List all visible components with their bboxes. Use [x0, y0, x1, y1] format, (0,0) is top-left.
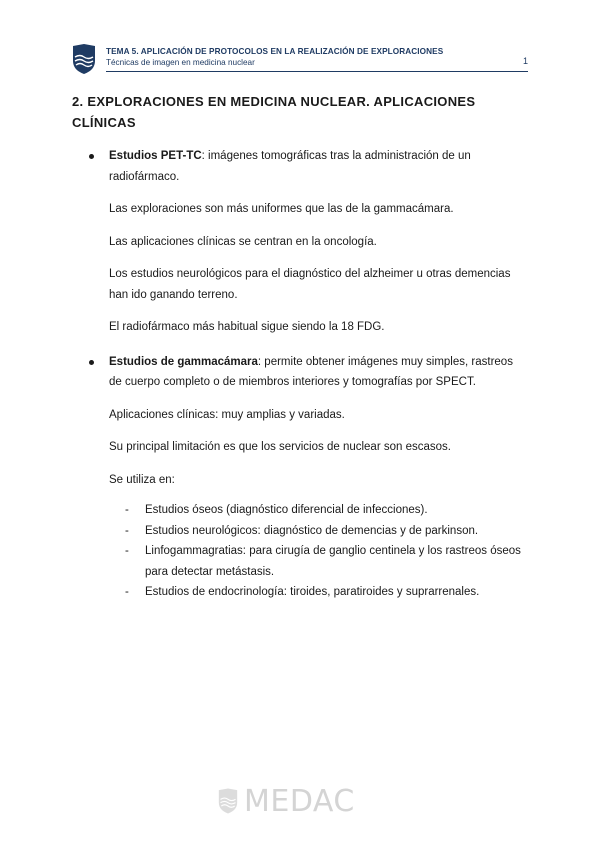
paragraph: El radiofármaco más habitual sigue siendo la 18 FDG.	[109, 321, 385, 333]
document-body	[72, 146, 522, 603]
medac-shield-logo	[72, 44, 96, 74]
page-number: 1	[522, 56, 528, 66]
paragraph: Los estudios neurológicos para el diagnóstico del alzheimer u otras demencias han ido ganando terreno.	[109, 268, 511, 301]
paragraph: Su principal limitación es que los servicios de nuclear son escasos.	[109, 441, 451, 453]
medac-watermark-shield-icon	[218, 787, 238, 815]
footer-watermark	[218, 786, 378, 820]
list-item	[72, 582, 522, 603]
bullet-term: Estudios PET-TC	[109, 150, 202, 162]
dash-marker: -	[125, 524, 129, 537]
list-item-text: Estudios de endocrinología: tiroides, paratiroides y suprarrenales.	[145, 586, 480, 598]
list-item-text: Estudios neurológicos: diagnóstico de demencias y de parkinson.	[145, 524, 479, 537]
dash-marker: -	[125, 545, 129, 557]
list-item	[72, 521, 522, 542]
list-item	[72, 541, 522, 582]
header-divider	[106, 71, 528, 72]
bullet-term: Estudios de gammacámara	[109, 355, 258, 368]
list-item-text: Estudios óseos (diagnóstico diferencial de infecciones).	[145, 504, 428, 516]
footer-brand: MEDAC	[244, 784, 355, 819]
sub-list	[72, 500, 522, 603]
bullet-definition: : imágenes tomográficas tras la administración de un radiofármaco.	[109, 150, 471, 183]
paragraph: Las exploraciones son más uniformes que las de la gammacámara.	[109, 203, 454, 215]
section-title: 2. EXPLORACIONES EN MEDICINA NUCLEAR. APLICACIONES CLÍNICAS	[72, 94, 476, 130]
paragraph: Las aplicaciones clínicas se centran en la oncología.	[109, 235, 377, 248]
dash-marker: -	[125, 504, 129, 516]
paragraph: Aplicaciones clínicas: muy amplias y variadas.	[109, 408, 345, 421]
bullet-definition: : permite obtener imágenes muy simples, rastreos de cuerpo completo o de miembros interiores y tomografías por SPECT.	[109, 355, 513, 388]
paragraph: Se utiliza en:	[109, 473, 175, 486]
list-item	[72, 500, 522, 521]
list-item-text: Linfogammagratias: para cirugía de ganglio centinela y los rastreos óseos para detectar metástasis.	[145, 545, 521, 578]
dash-marker: -	[125, 586, 129, 598]
bullet-gammacamara	[72, 352, 522, 393]
page-header	[72, 44, 532, 78]
header-course-title: TEMA 5. APLICACIÓN DE PROTOCOLOS EN LA REALIZACIÓN DE EXPLORACIONES	[106, 47, 444, 56]
bullet-pet-tc	[72, 146, 522, 187]
header-subject: Técnicas de imagen en medicina nuclear	[106, 58, 255, 67]
bullet-dot-icon	[89, 154, 94, 159]
bullet-dot-icon	[89, 360, 94, 365]
